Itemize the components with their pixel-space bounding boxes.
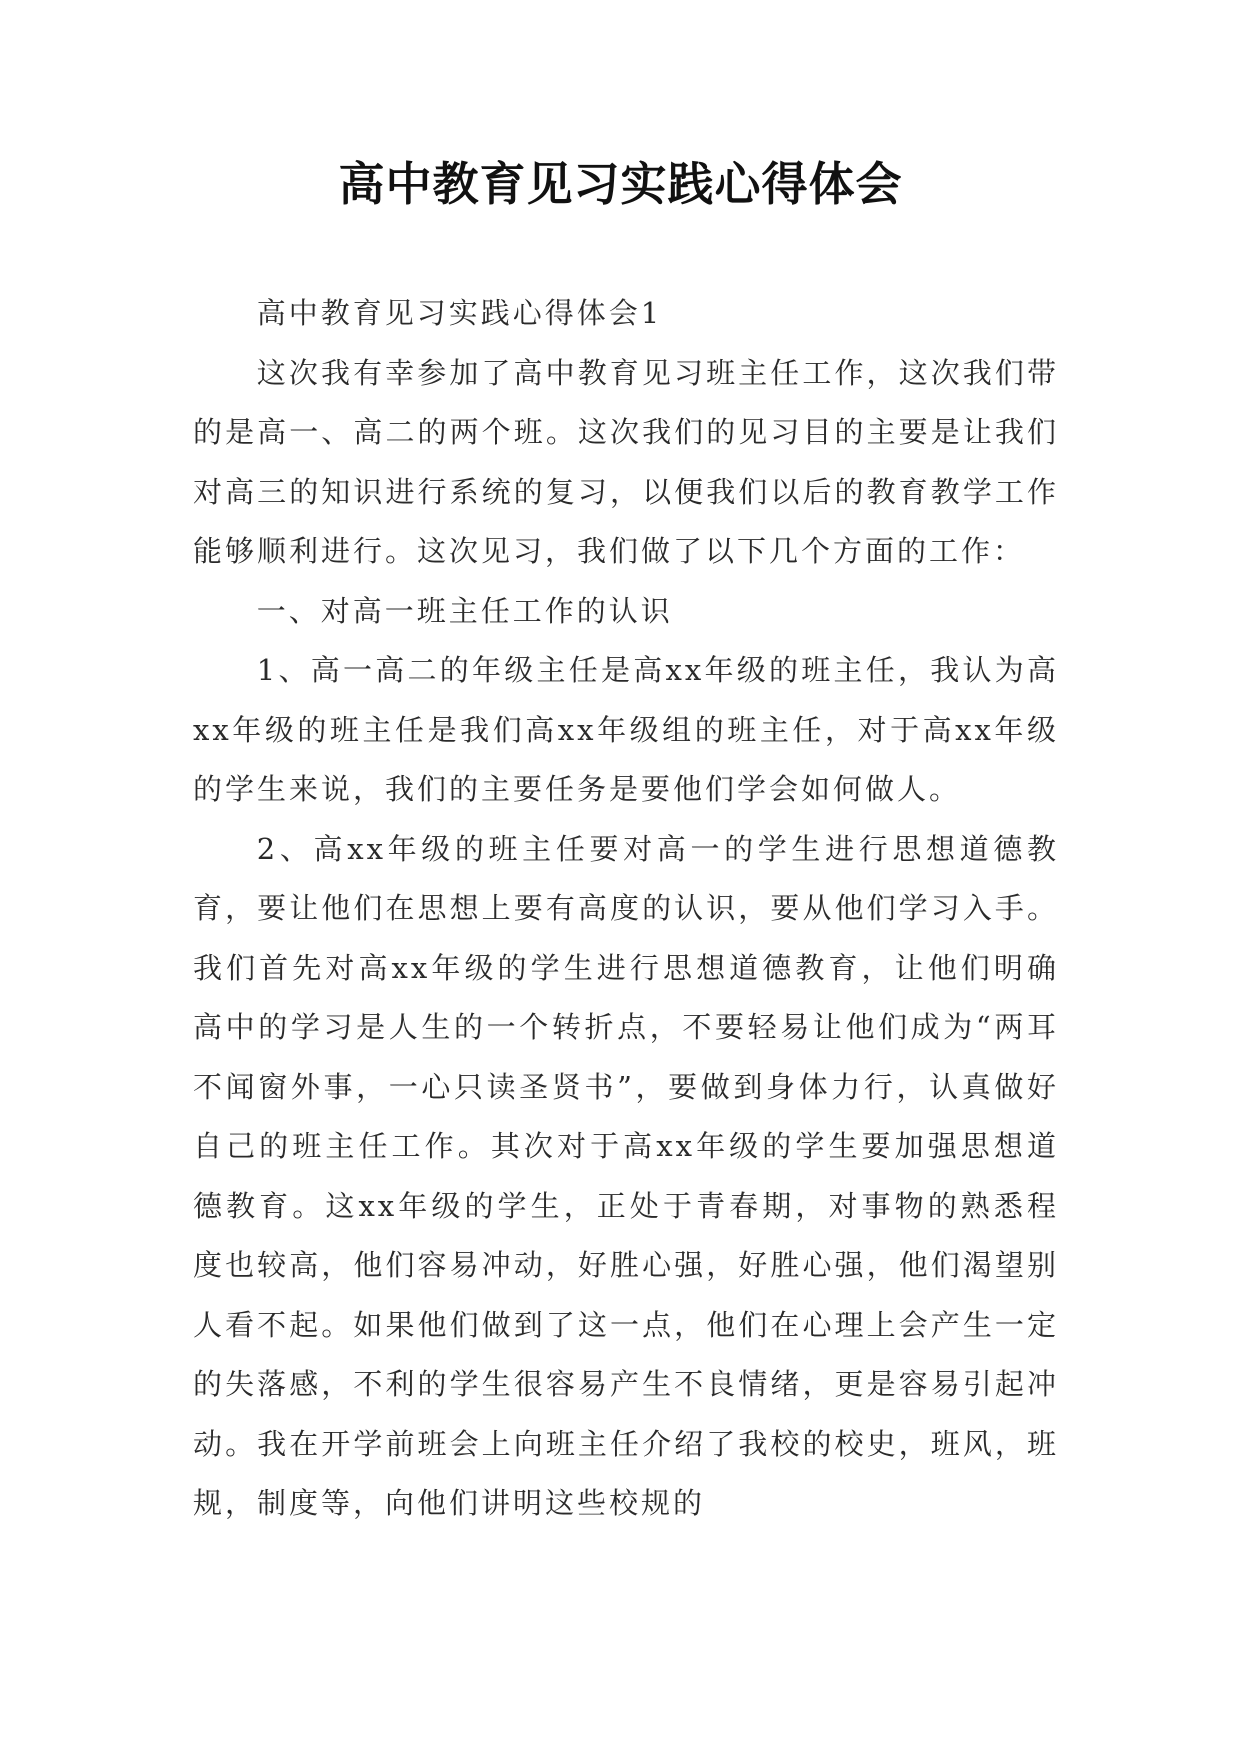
document-body	[193, 284, 1059, 1534]
paragraph: 1、高一高二的年级主任是高xx年级的班主任，我认为高xx年级的班主任是我们高xx年级组的班主任，对于高xx年级的学生来说，我们的主要任务是要他们学会如何做人。	[193, 653, 1059, 806]
paragraph-subtitle: 高中教育见习实践心得体会1	[256, 296, 663, 330]
paragraph: 这次我有幸参加了高中教育见习班主任工作，这次我们带的是高一、高二的两个班。这次我们的见习目的主要是让我们对高三的知识进行系统的复习，以便我们以后的教育教学工作能够顺利进行。这次见习，我们做了以下几个方面的工作：	[193, 355, 1059, 568]
paragraph-section-heading: 一、对高一班主任工作的认识	[256, 593, 673, 628]
paragraph: 2、高xx年级的班主任要对高一的学生进行思想道德教育，要让他们在思想上要有高度的认识，要从他们学习入手。我们首先对高xx年级的学生进行思想道德教育，让他们明确高中的学习是人生的一个转折点，不要轻易让他们成为“两耳不闻窗外事，一心只读圣贤书”，要做到身体力行，认真做好自己的班主任工作。其次对于高xx年级的学生要加强思想道德教育。这xx年级的学生，正处于青春期，对事物的熟悉程度也较高，他们容易冲动，好胜心强，好胜心强，他们渴望别人看不起。如果他们做到了这一点，他们在心理上会产生一定的失落感，不利的学生很容易产生不良情绪，更是容易引起冲动。我在开学前班会上向班主任介绍了我校的校史，班风，班规，制度等，向他们讲明这些校规的	[193, 831, 1059, 1520]
document-title: 高中教育见习实践心得体会	[338, 157, 903, 211]
